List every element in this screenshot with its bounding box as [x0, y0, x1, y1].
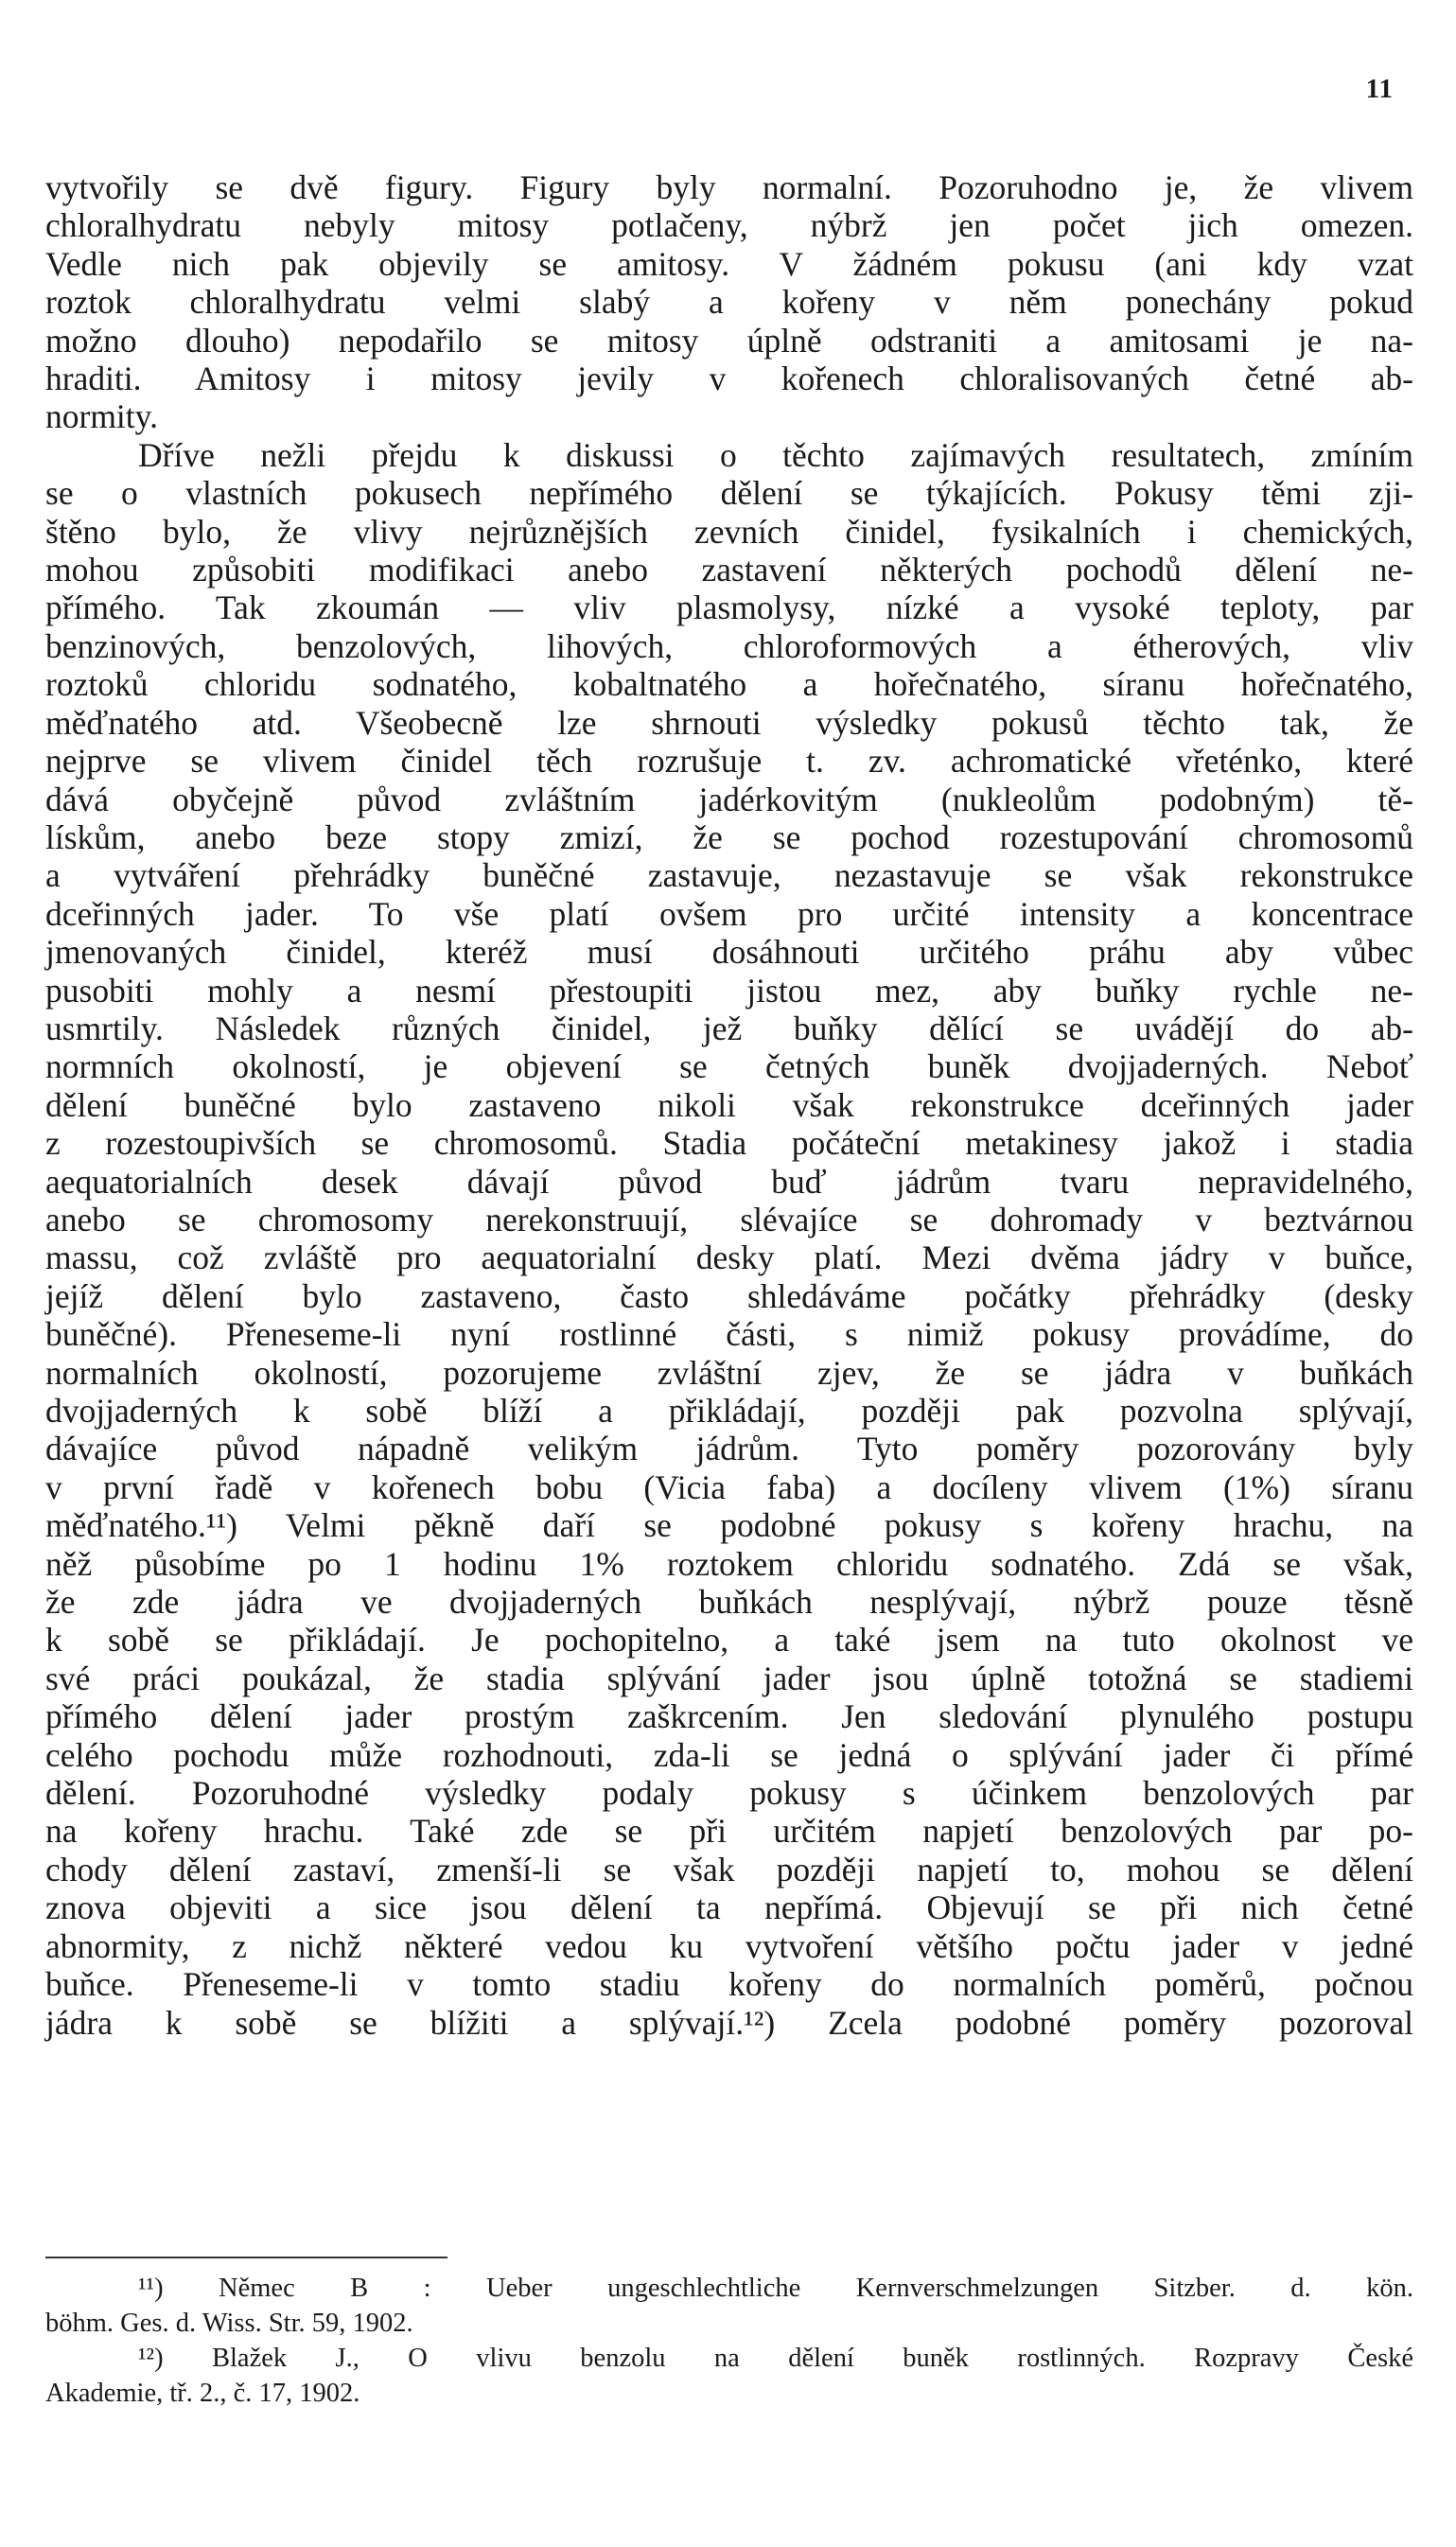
- body-line: buňce. Přeneseme-li v tomto stadiu kořeny do normalních poměrů, počnou: [45, 1965, 1413, 2004]
- footnote-line: böhm. Ges. d. Wiss. Str. 59, 1902.: [45, 2309, 413, 2338]
- footnote-rule: [45, 2257, 447, 2258]
- body-line: hraditi. Amitosy i mitosy jevily v kořenech chloralisovaných četné ab-: [45, 360, 1413, 398]
- page-number: 11: [1365, 74, 1394, 104]
- body-line: měďnatého.¹¹) Velmi pěkně daří se podobné pokusy s kořeny hrachu, na: [45, 1506, 1413, 1545]
- body-line: jmenovaných činidel, kteréž musí dosáhnouti určitého práhu aby vůbec: [45, 933, 1413, 972]
- body-line: a vytváření přehrádky buněčné zastavuje, nezastavuje se však rekonstrukce: [45, 856, 1413, 895]
- body-line: lískům, anebo beze stopy zmizí, že se pochod rozestupování chromosomů: [45, 817, 1413, 856]
- body-line: měďnatého atd. Všeobecně lze shrnouti výsledky pokusů těchto tak, že: [45, 703, 1413, 742]
- footnote-line: ¹¹) Němec B : Ueber ungeschlechtliche Kernverschmelzungen Sitzber. d. kön.: [138, 2274, 1413, 2303]
- footnote-line: Akademie, tř. 2., č. 17, 1902.: [45, 2379, 360, 2408]
- body-line: dává obyčejně původ zvláštním jadérkovitým (nukleolům podobným) tě-: [45, 780, 1413, 818]
- body-line: Dříve nežli přejdu k diskussi o těchto zajímavých resultatech, zmíním: [138, 435, 1413, 474]
- body-line: mohou způsobiti modifikaci anebo zastavení některých pochodů dělení ne-: [45, 551, 1413, 589]
- body-line: dělení. Pozoruhodné výsledky podaly pokusy s účinkem benzolových par: [45, 1774, 1413, 1813]
- body-line: dělení buněčné bylo zastaveno nikoli však rekonstrukce dceřinných jader: [45, 1085, 1413, 1124]
- body-line: normních okolností, je objevení se četných buněk dvojjaderných. Neboť: [45, 1047, 1413, 1086]
- footnote-line: ¹²) Blažek J., O vlivu benzolu na dělení buněk rostlinných. Rozpravy České: [138, 2344, 1413, 2373]
- body-line: buněčné). Přeneseme-li nyní rostlinné části, s nimiž pokusy provádíme, do: [45, 1315, 1413, 1354]
- body-line: se o vlastních pokusech nepřímého dělení se týkajících. Pokusy těmi zji-: [45, 474, 1413, 513]
- body-line: jejíž dělení bylo zastaveno, často shledáváme počátky přehrádky (desky: [45, 1276, 1413, 1315]
- body-line: jádra k sobě se blížiti a splývají.¹²) Zcela podobné poměry pozoroval: [45, 2003, 1413, 2042]
- body-line: znova objeviti a sice jsou dělení ta nepřímá. Objevují se při nich četné: [45, 1888, 1413, 1927]
- body-line: z rozestoupivších se chromosomů. Stadia počáteční metakinesy jakož i stadia: [45, 1124, 1413, 1163]
- body-line: na kořeny hrachu. Také zde se při určitém napjetí benzolových par po-: [45, 1812, 1413, 1851]
- body-text: [45, 168, 1413, 2042]
- body-line: aequatorialních desek dávají původ buď jádrům tvaru nepravidelného,: [45, 1162, 1413, 1201]
- body-line: benzinových, benzolových, lihových, chloroformových a étherových, vliv: [45, 626, 1413, 665]
- body-line: v první řadě v kořenech bobu (Vicia faba) a docíleny vlivem (1%) síranu: [45, 1467, 1413, 1506]
- body-line: dávajíce původ nápadně velikým jádrům. Tyto poměry pozorovány byly: [45, 1430, 1413, 1468]
- body-line: roztok chloralhydratu velmi slabý a kořeny v něm ponechány pokud: [45, 283, 1413, 322]
- body-line: roztoků chloridu sodnatého, kobaltnatého a hořečnatého, síranu hořečnatého,: [45, 665, 1413, 704]
- body-line: možno dlouho) nepodařilo se mitosy úplně odstraniti a amitosami je na-: [45, 321, 1413, 360]
- body-line: celého pochodu může rozhodnouti, zda-li se jedná o splývání jader či přímé: [45, 1735, 1413, 1774]
- body-line: přímého dělení jader prostým zaškrcením. Jen sledování plynulého postupu: [45, 1697, 1413, 1736]
- body-line: Vedle nich pak objevily se amitosy. V žádném pokusu (ani kdy vzat: [45, 244, 1413, 283]
- body-line: anebo se chromosomy nerekonstruují, slévajíce se dohromady v beztvárnou: [45, 1200, 1413, 1238]
- body-line: chloralhydratu nebyly mitosy potlačeny, nýbrž jen počet jich omezen.: [45, 206, 1413, 245]
- body-line: dceřinných jader. To vše platí ovšem pro určité intensity a koncentrace: [45, 894, 1413, 933]
- body-line: nejprve se vlivem činidel těch rozrušuje t. zv. achromatické vřeténko, které: [45, 742, 1413, 781]
- body-line: že zde jádra ve dvojjaderných buňkách nesplývají, nýbrž pouze těsně: [45, 1583, 1413, 1622]
- body-line: usmrtily. Následek různých činidel, jež buňky dělící se uvádějí do ab-: [45, 1009, 1413, 1047]
- body-line: štěno bylo, že vlivy nejrůznějších zevních činidel, fysikalních i chemických,: [45, 512, 1413, 551]
- body-line: vytvořily se dvě figury. Figury byly normalní. Pozoruhodno je, že vlivem: [45, 168, 1413, 206]
- body-line: k sobě se přikládají. Je pochopitelno, a také jsem na tuto okolnost ve: [45, 1621, 1413, 1660]
- body-line: normalních okolností, pozorujeme zvláštní zjev, že se jádra v buňkách: [45, 1353, 1413, 1392]
- body-line: dvojjaderných k sobě blíží a přikládají, později pak pozvolna splývají,: [45, 1392, 1413, 1430]
- body-line: abnormity, z nichž některé vedou ku vytvoření většího počtu jader v jedné: [45, 1926, 1413, 1965]
- body-line: své práci poukázal, že stadia splývání jader jsou úplně totožná se stadiemi: [45, 1659, 1413, 1697]
- body-line: normity.: [45, 397, 158, 436]
- body-line: massu, což zvláště pro aequatorialní desky platí. Mezi dvěma jádry v buňce,: [45, 1238, 1413, 1277]
- body-line: něž působíme po 1 hodinu 1% roztokem chloridu sodnatého. Zdá se však,: [45, 1544, 1413, 1583]
- body-line: pusobiti mohly a nesmí přestoupiti jistou mez, aby buňky rychle ne-: [45, 971, 1413, 1010]
- body-line: přímého. Tak zkoumán — vliv plasmolysy, nízké a vysoké teploty, par: [45, 588, 1413, 627]
- body-line: chody dělení zastaví, zmenší-li se však později napjetí to, mohou se dělení: [45, 1850, 1413, 1888]
- footnotes: [45, 2271, 1413, 2411]
